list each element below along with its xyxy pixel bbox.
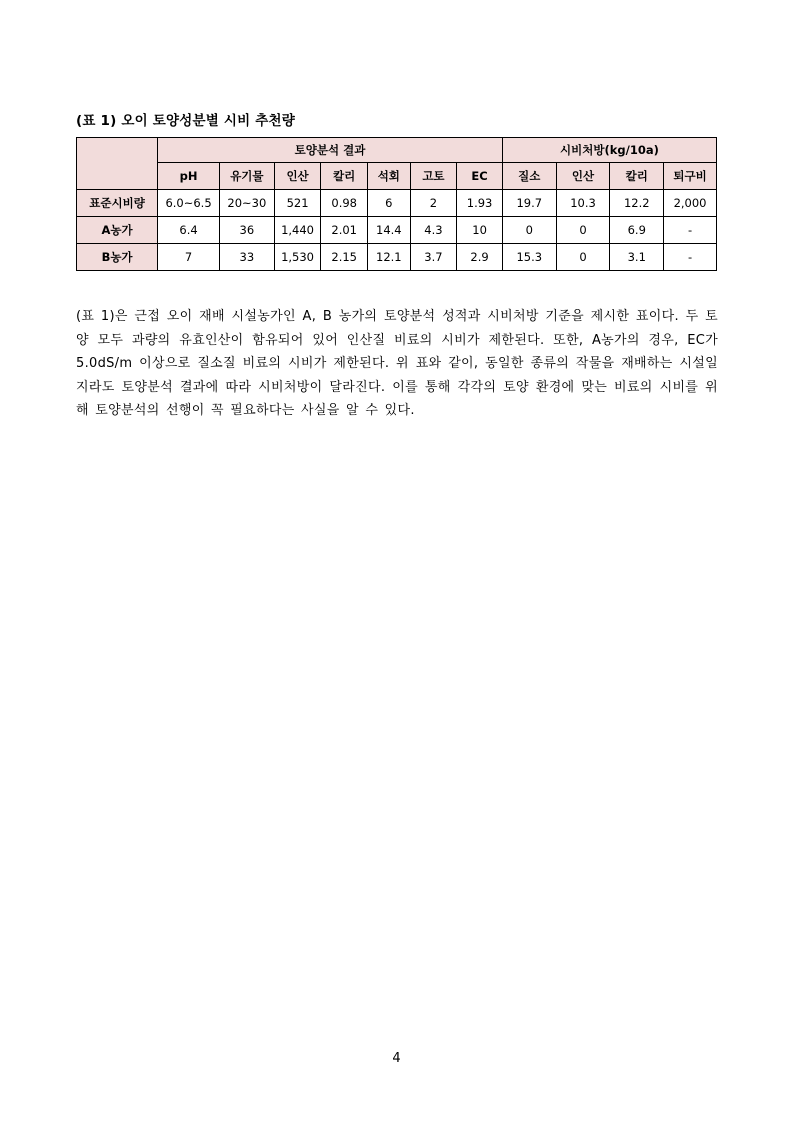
table-cell: 4.3 bbox=[410, 217, 457, 244]
table-cell: 20~30 bbox=[219, 190, 274, 217]
table-cell: 2.01 bbox=[321, 217, 368, 244]
table-cell: 6.0~6.5 bbox=[158, 190, 220, 217]
table-cell: 14.4 bbox=[368, 217, 411, 244]
table-column-header-row bbox=[77, 163, 717, 190]
table-cell: 1.93 bbox=[457, 190, 503, 217]
table-cell: 0 bbox=[556, 217, 610, 244]
table-cell: 2,000 bbox=[664, 190, 717, 217]
table-cell: 33 bbox=[219, 244, 274, 271]
table-cell: 6.4 bbox=[158, 217, 220, 244]
table-cell: 2 bbox=[410, 190, 457, 217]
table-cell: 10.3 bbox=[556, 190, 610, 217]
table-cell: 0 bbox=[502, 217, 556, 244]
soil-analysis-table bbox=[76, 137, 717, 271]
group-header-fertilizer-prescription: 시비처방(kg/10a) bbox=[502, 138, 716, 163]
column-header: 고토 bbox=[410, 163, 457, 190]
table-row bbox=[77, 217, 717, 244]
table-cell: 12.2 bbox=[610, 190, 664, 217]
table-cell: 7 bbox=[158, 244, 220, 271]
table-cell: 3.7 bbox=[410, 244, 457, 271]
table-row bbox=[77, 190, 717, 217]
table-cell: 10 bbox=[457, 217, 503, 244]
table-cell: - bbox=[664, 244, 717, 271]
column-header: 인산 bbox=[274, 163, 321, 190]
table-cell: 36 bbox=[219, 217, 274, 244]
table-cell: 3.1 bbox=[610, 244, 664, 271]
column-header: 칼리 bbox=[610, 163, 664, 190]
table-group-header-row bbox=[77, 138, 717, 163]
table-corner-cell bbox=[77, 138, 158, 190]
page-number: 4 bbox=[392, 1051, 401, 1066]
table-cell: 12.1 bbox=[368, 244, 411, 271]
table-cell: 19.7 bbox=[502, 190, 556, 217]
table-cell: 521 bbox=[274, 190, 321, 217]
row-label: A농가 bbox=[77, 217, 158, 244]
table-cell: 2.15 bbox=[321, 244, 368, 271]
column-header: 질소 bbox=[502, 163, 556, 190]
column-header: 인산 bbox=[556, 163, 610, 190]
table-cell: 15.3 bbox=[502, 244, 556, 271]
column-header: 칼리 bbox=[321, 163, 368, 190]
column-header: 유기물 bbox=[219, 163, 274, 190]
table-cell: - bbox=[664, 217, 717, 244]
column-header: 퇴구비 bbox=[664, 163, 717, 190]
row-label: B농가 bbox=[77, 244, 158, 271]
table-title: (표 1) 오이 토양성분별 시비 추천량 bbox=[76, 113, 295, 129]
table-cell: 6.9 bbox=[610, 217, 664, 244]
row-label: 표준시비량 bbox=[77, 190, 158, 217]
column-header: 석회 bbox=[368, 163, 411, 190]
table-row bbox=[77, 244, 717, 271]
table-cell: 2.9 bbox=[457, 244, 503, 271]
column-header: pH bbox=[158, 163, 220, 190]
body-paragraph: (표 1)은 근접 오이 재배 시설농가인 A, B 농가의 토양분석 성적과 시비처방 기준을 제시한 표이다. 두 토양 모두 과량의 유효인산이 함유되어 있어 인산질 비료의 시비가 제한된다. 또한, A농가의 경우, EC가 5.0dS/m 이상으로 질소질 비료의 시비가 제한된다. 위 표와 같이, 동일한 종류의 작물을 재배하는 시설일지라도 토양분석 결과에 따라 시비처방이 달라진다. 이를 통해 각각의 토양 환경에 맞는 비료의 시비를 위해 토양분석의 선행이 꼭 필요하다는 사실을 알 수 있다. bbox=[76, 309, 718, 418]
group-header-soil-analysis: 토양분석 결과 bbox=[158, 138, 503, 163]
table-cell: 1,530 bbox=[274, 244, 321, 271]
table-cell: 1,440 bbox=[274, 217, 321, 244]
table-cell: 0 bbox=[556, 244, 610, 271]
column-header: EC bbox=[457, 163, 503, 190]
table-cell: 0.98 bbox=[321, 190, 368, 217]
table-cell: 6 bbox=[368, 190, 411, 217]
